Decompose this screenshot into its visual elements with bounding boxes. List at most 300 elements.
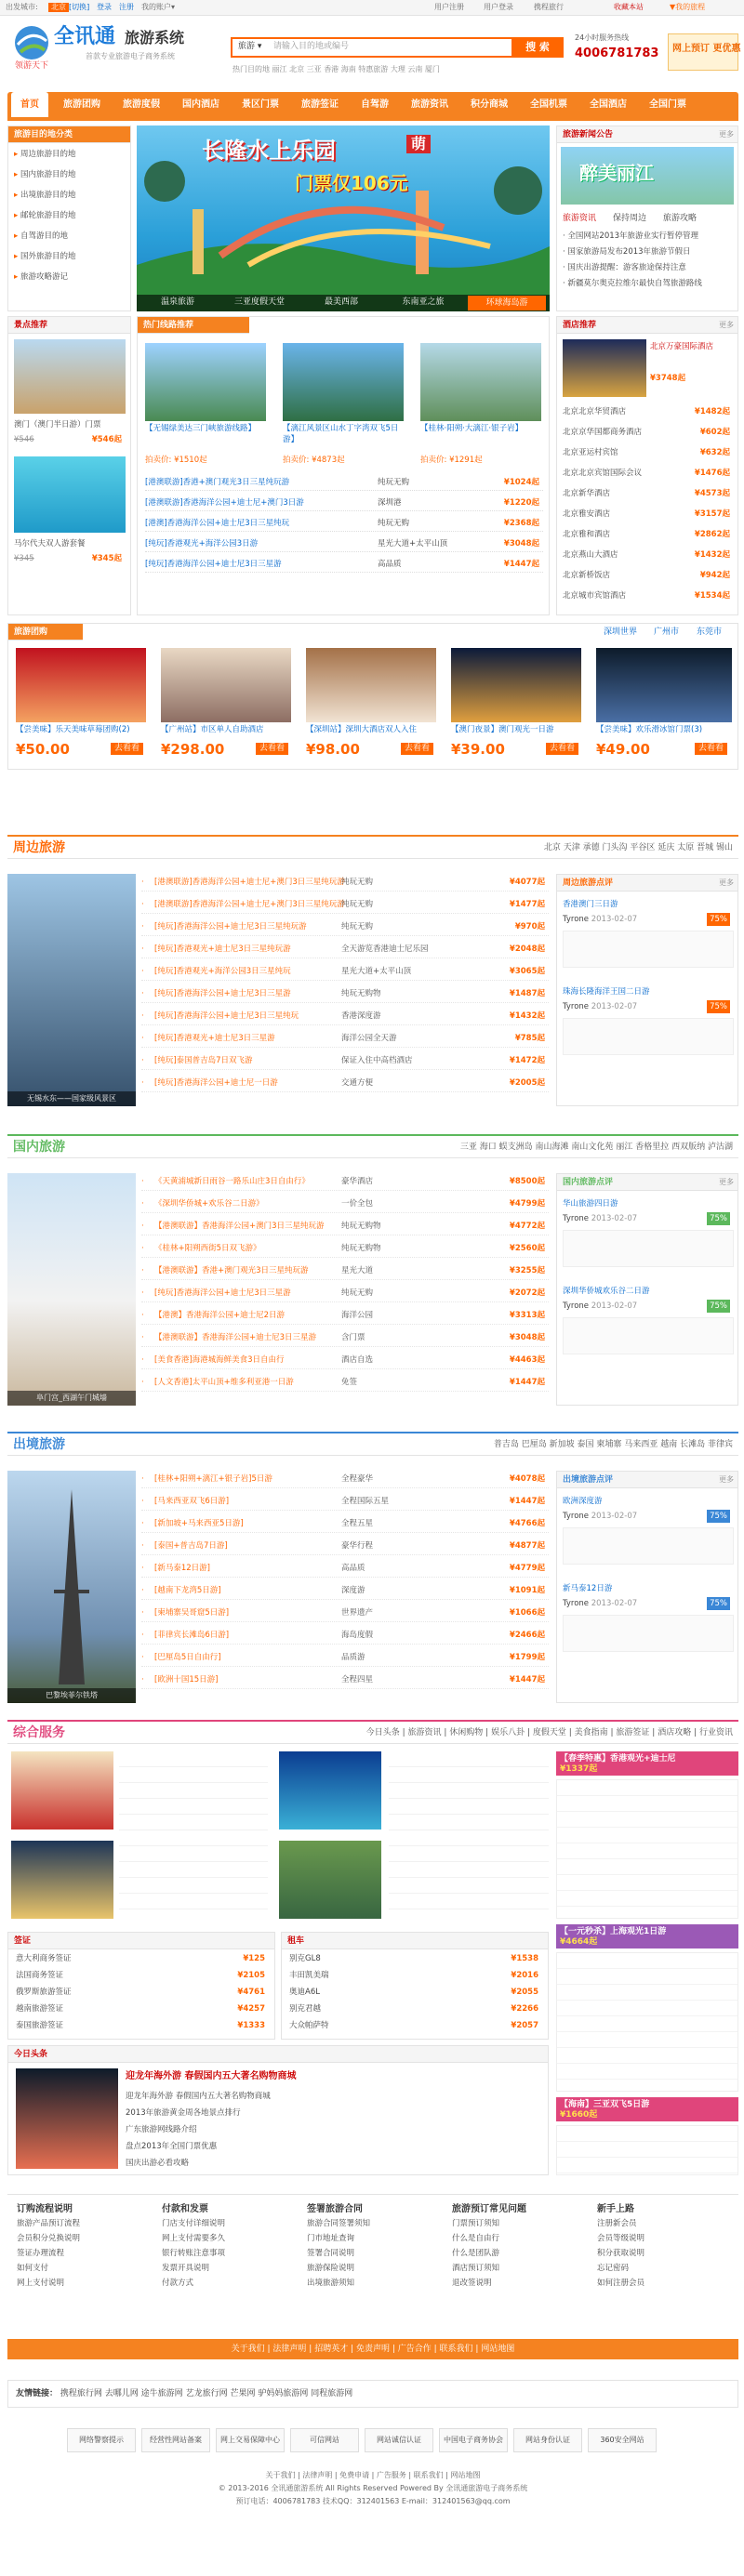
category-item[interactable]: ▸ 国内旅游目的地 [14, 170, 76, 179]
news-item[interactable]: · 新疆莫尔奥克拉维尔最快自驾旅游路线 [563, 279, 702, 288]
route-name[interactable]: 【无锡绿美达三门峡旅游线路】 [145, 424, 257, 433]
help-link[interactable]: 会员等级说明 [597, 2233, 645, 2243]
banner-tab[interactable]: 三亚度假天堂 [233, 297, 285, 307]
group-go-button[interactable]: 去看看 [401, 743, 433, 755]
city-link[interactable]: 晋城 [697, 843, 714, 852]
visa-item[interactable]: 法国商务签证 ¥2105 [16, 1971, 265, 1980]
nav-item[interactable]: 旅游资讯 [411, 99, 448, 110]
service-tab[interactable]: 旅游签证 [616, 1728, 650, 1737]
help-link[interactable]: 付款方式 [162, 2278, 194, 2288]
route-list-item[interactable]: [纯玩]香港观光+海洋公园3日游 星光大道+太平山顶 ¥3048起 [145, 536, 543, 552]
help-link[interactable]: 银行转账注意事项 [162, 2248, 226, 2258]
main-nav [7, 92, 738, 117]
top-link-2[interactable]: 用户登录 [484, 3, 513, 11]
city-link[interactable]: 蜈支洲岛 [498, 1143, 533, 1152]
route-row[interactable]: · [美食香港]海港城海鲜美食3日自由行 酒店自选 ¥4463起 [141, 1352, 549, 1369]
route-list-item[interactable]: [港澳]香港海洋公园+迪士尼3日三星纯玩 纯玩无购 ¥2368起 [145, 516, 543, 532]
nav-home[interactable]: 首页 [11, 92, 48, 117]
promo-banner[interactable]: 【海南】三亚双飞5日游 ¥1660起 [556, 2097, 738, 2121]
group-price: ¥39.00 [451, 741, 505, 758]
group-city-tab[interactable]: 东莞市 [697, 627, 723, 637]
help-link[interactable]: 签署合同说明 [307, 2248, 355, 2258]
hotel-item[interactable]: 北京亚运村宾馆 ¥632起 [563, 448, 730, 457]
banner-tabs [137, 295, 550, 311]
city-link[interactable]: 新加坡 [549, 1440, 575, 1449]
nav-item[interactable]: 积分商城 [471, 99, 508, 110]
route-row[interactable]: · 【港澳联游】香港海洋公园+迪士尼3日三星游 含门票 ¥3048起 [141, 1329, 549, 1347]
site-logo[interactable] [13, 20, 229, 72]
route-row[interactable]: · [纯玩]香港海洋公园+迪士尼3日三星纯玩游 纯玩无购 ¥970起 [141, 918, 549, 936]
route-row[interactable]: · [菲律宾长滩岛6日游] 海岛度假 ¥2466起 [141, 1627, 549, 1645]
section-title: 综合服务 [13, 1725, 65, 1740]
city-link[interactable]: 西双版纳 [671, 1143, 706, 1152]
hotel-item[interactable]: 北京北京华贸酒店 ¥1482起 [563, 407, 730, 416]
today-item[interactable]: 广东旅游网线路介绍 [126, 2125, 197, 2134]
service-tab[interactable]: 娱乐八卦 [491, 1728, 525, 1737]
nav-item[interactable]: 自驾游 [361, 99, 389, 110]
visa-title: 签证 [8, 1933, 274, 1949]
group-photo[interactable] [16, 648, 146, 722]
route-row[interactable]: · [柬埔寨吴哥窟5日游] 世界遗产 ¥1066起 [141, 1605, 549, 1622]
promo-text: 网上预订 更优惠 [672, 44, 741, 54]
news-item[interactable]: · 国庆出游提醒：游客旅途保持注意 [563, 263, 686, 272]
city-link[interactable]: 香格里拉 [635, 1143, 670, 1152]
category-item[interactable]: ▸ 邮轮旅游目的地 [14, 211, 76, 220]
help-link[interactable]: 门市地址查询 [307, 2233, 355, 2243]
top-link-3[interactable]: 携程旅行 [534, 3, 564, 11]
help-link[interactable]: 旅游保险说明 [307, 2263, 355, 2273]
section-title: 周边旅游 [13, 840, 65, 855]
review-topic[interactable]: 珠海长隆海洋王国二日游 [563, 987, 650, 997]
service-tab[interactable]: 今日头条 [365, 1728, 400, 1737]
route-row[interactable]: · [桂林+阳朔+漓江+银子岩]5日游 全程豪华 ¥4078起 [141, 1471, 549, 1488]
group-name[interactable]: 【澳门夜景】澳门观光一日游 [451, 725, 554, 734]
eiffel-tower-illustration [7, 1471, 136, 1703]
city-label: 出发城市: [6, 3, 38, 11]
route-row[interactable]: · [港澳联游]香港海洋公园+迪士尼+澳门3日三星纯玩游 纯玩无购 ¥1477起 [141, 896, 549, 914]
visa-item[interactable]: 意大利商务签证 ¥125 [16, 1954, 265, 1963]
visa-item[interactable]: 泰国旅游签证 ¥1333 [16, 2021, 265, 2030]
trust-badge[interactable]: 中国电子商务协会 [439, 2428, 508, 2452]
city-link[interactable]: 三亚 [459, 1143, 477, 1152]
trust-badge[interactable]: 经营性网站备案 [141, 2428, 210, 2452]
route-row[interactable]: · [新加坡+马来西亚5日游] 全程五星 ¥4766起 [141, 1515, 549, 1533]
route-row[interactable]: · [港澳联游]香港海洋公园+迪士尼+澳门3日三星纯玩游 纯玩无购 ¥4077起 [141, 874, 549, 892]
group-city-tab[interactable]: 广州市 [654, 627, 680, 637]
hot-keyword[interactable]: 海南 [340, 65, 356, 73]
help-link[interactable]: 出境旅游须知 [307, 2278, 355, 2288]
hotel-top-name[interactable]: 北京万豪国际酒店 [650, 342, 714, 351]
car-item[interactable]: 大众帕萨特 ¥2057 [289, 2021, 538, 2030]
bottom-nav-link[interactable]: 网站地图 [481, 2345, 515, 2354]
copyright [7, 2469, 738, 2508]
car-item[interactable]: 别克GL8 ¥1538 [289, 1954, 538, 1963]
spot-photo[interactable] [14, 339, 126, 414]
route-photo[interactable] [283, 343, 404, 421]
zonghe-header [7, 1720, 738, 1744]
help-link[interactable]: 旅游产品预订流程 [17, 2218, 81, 2228]
friend-link[interactable]: 途牛旅游网 [140, 2389, 183, 2398]
hot-keywords [232, 65, 440, 74]
service-photo[interactable] [11, 1841, 113, 1919]
spot-name[interactable]: 马尔代夫双人游套餐 [14, 539, 86, 548]
city-link[interactable]: 普吉岛 [493, 1440, 519, 1449]
bottom-nav-link[interactable]: 招聘英才 [314, 2345, 349, 2354]
group-photo[interactable] [596, 648, 732, 722]
group-city-tab[interactable]: 深圳世界 [604, 627, 638, 637]
promo-list[interactable] [556, 1952, 738, 2092]
help-link[interactable]: 忘记密码 [597, 2263, 630, 2273]
route-photo[interactable] [145, 343, 266, 421]
help-link[interactable]: 如何支付 [17, 2263, 49, 2273]
friend-link[interactable]: 艺龙旅行网 [185, 2389, 228, 2398]
service-tab[interactable]: 行业资讯 [698, 1728, 733, 1737]
hotel-item[interactable]: 北京雅和酒店 ¥2862起 [563, 530, 730, 539]
my-trip-link[interactable]: ▼我的旅程 [670, 3, 706, 11]
favorite-link[interactable]: 收藏本站 [614, 3, 644, 11]
route-row[interactable]: · [欧洲十国15日游] 全程四星 ¥1447起 [141, 1671, 549, 1689]
city-link[interactable]: 平谷区 [630, 843, 656, 852]
search-type-select[interactable]: 旅游 ▾ [238, 42, 262, 51]
service-photo[interactable] [11, 1751, 113, 1830]
news-item[interactable]: · 全国网站2013年旅游业实行暂停管理 [563, 231, 699, 241]
help-link[interactable]: 会员积分兑换说明 [17, 2233, 81, 2243]
route-row[interactable]: · 《天黄浦城新日雨谷一路乐山庄3日自由行》 豪华酒店 ¥8500起 [141, 1173, 549, 1191]
copyright-line: 预订电话：4006781783 技术QQ：312401563 E-mail：312401563@qq.com [235, 2497, 511, 2505]
banner-tab[interactable]: 东南亚之旅 [402, 297, 445, 307]
group-go-button[interactable]: 去看看 [111, 743, 143, 755]
zonghe-tabs: 今日头条 | 旅游资讯 | 休闲购物 | 娱乐八卦 | 度假天堂 | 美食指南 | 旅游签证 | 酒店攻略 | 行业资讯 [365, 1728, 733, 1737]
review-more-link[interactable]: 更多 [719, 1178, 734, 1186]
news-banner-text: 醉美丽江 [579, 162, 654, 184]
city-select[interactable]: 北京 [48, 3, 69, 12]
hotel-item[interactable]: 北京新华酒店 ¥4573起 [563, 489, 730, 498]
category-title: 旅游目的地分类 [8, 126, 130, 143]
city-link[interactable]: 门头沟 [602, 843, 628, 852]
hot-keyword[interactable]: 香港 [324, 65, 339, 73]
bottom-nav-link[interactable]: 法律声明 [272, 2345, 307, 2354]
trust-badge[interactable]: 360安全网站 [588, 2428, 657, 2452]
group-go-button[interactable]: 去看看 [695, 743, 727, 755]
city-link[interactable]: 北京 [543, 843, 561, 852]
logo-slogan: 首款专业旅游电子商务系统 [86, 52, 175, 60]
promo-banner[interactable]: 【一元秒杀】上海观光1日游 ¥4664起 [556, 1924, 738, 1949]
help-column [162, 2204, 292, 2291]
service-tab[interactable]: 美食指南 [574, 1728, 608, 1737]
group-price: ¥50.00 [16, 741, 70, 758]
promo-list[interactable] [556, 2125, 738, 2175]
zhoubian-list [141, 874, 549, 1106]
help-link[interactable]: 注册新会员 [597, 2218, 637, 2228]
chujing-reviews [556, 1471, 738, 1703]
hot-keyword[interactable]: 丽江 [272, 65, 287, 73]
nav-item[interactable]: 景区门票 [242, 99, 279, 110]
news-banner[interactable] [561, 147, 734, 205]
city-links [460, 1143, 733, 1153]
help-link[interactable]: 旅游合同签署须知 [307, 2218, 371, 2228]
main-banner[interactable] [137, 125, 550, 311]
route-row[interactable]: · [人文香港]太平山顶+维多利亚港一日游 免签 ¥1447起 [141, 1374, 549, 1392]
help-link[interactable]: 退改签说明 [452, 2278, 492, 2288]
news-tab[interactable]: 保持周边 [613, 214, 647, 223]
city-link[interactable]: 海口 [479, 1143, 497, 1152]
hot-keyword[interactable]: 厦门 [424, 65, 440, 73]
hot-keyword[interactable]: 特惠旅游 [358, 65, 389, 73]
route-row[interactable]: · [马来西亚双飞6日游] 全程国际五星 ¥1447起 [141, 1493, 549, 1511]
visa-item[interactable]: 俄罗斯旅游签证 ¥4761 [16, 1988, 265, 1997]
nav-item[interactable]: 全国酒店 [590, 99, 627, 110]
help-link[interactable]: 网上支付需要多久 [162, 2233, 226, 2243]
group-name[interactable]: 【深圳站】深圳大酒店双人入住 [306, 725, 418, 734]
help-link[interactable]: 积分获取说明 [597, 2248, 645, 2258]
city-link[interactable]: 太原 [677, 843, 695, 852]
register-link[interactable]: 注册 [119, 3, 134, 11]
review-topic[interactable]: 新马泰12日游 [563, 1584, 613, 1593]
hotel-item[interactable]: 北京燕山大酒店 ¥1432起 [563, 550, 730, 560]
spot-title: 景点推荐 [8, 317, 130, 334]
group-photo[interactable] [306, 648, 436, 722]
route-price: 拍卖价: ¥1291起 [420, 456, 483, 465]
route-list-item[interactable]: [纯玩]香港海洋公园+迪士尼3日三星游 高品质 ¥1447起 [145, 557, 543, 573]
route-price: 拍卖价: ¥4873起 [283, 456, 345, 465]
city-link[interactable]: 延庆 [658, 843, 675, 852]
hotline-number: 4006781783 [575, 46, 659, 60]
city-link[interactable]: 越南 [660, 1440, 678, 1449]
hot-keyword[interactable]: 三亚 [306, 65, 322, 73]
photo-caption: 阜门宫_西湖午门城墙 [7, 1391, 136, 1406]
route-row[interactable]: · 【港澳联游】香港海洋公园+澳门3日三星纯玩游 纯玩无购物 ¥4772起 [141, 1218, 549, 1235]
service-tab[interactable]: 度假天堂 [532, 1728, 566, 1737]
spot-price-row: ¥546 ¥546起 [14, 435, 122, 444]
route-row[interactable]: · [纯玩]香港观光+迪士尼3日三星游 海洋公园全天游 ¥785起 [141, 1030, 549, 1048]
category-item[interactable]: ▸ 旅游攻略游记 [14, 272, 68, 282]
review-more-link[interactable]: 更多 [719, 878, 734, 887]
help-link[interactable]: 网上支付说明 [17, 2278, 65, 2288]
group-buy-title: 旅游团购 [8, 624, 83, 641]
review-topic[interactable]: 华山旅游四日游 [563, 1199, 618, 1209]
banner-tab[interactable]: 最美西部 [324, 297, 358, 307]
city-link[interactable]: 丽江 [616, 1143, 633, 1152]
trust-badge[interactable]: 网站诚信认证 [365, 2428, 433, 2452]
city-link[interactable]: 巴厘岛 [521, 1440, 547, 1449]
city-link[interactable]: 南山文化苑 [571, 1143, 614, 1152]
city-link[interactable]: 锡山 [715, 843, 733, 852]
visa-item[interactable]: 越南旅游签证 ¥4257 [16, 2004, 265, 2014]
service-news-list[interactable] [389, 1751, 549, 1919]
nav-item[interactable]: 国内酒店 [182, 99, 219, 110]
route-row[interactable]: · [越南下龙湾5日游] 深度游 ¥1091起 [141, 1582, 549, 1600]
route-row[interactable]: · [纯玩]香港观光+迪士尼3日三星纯玩游 全天游览香港迪士尼乐园 ¥2048起 [141, 941, 549, 958]
search-input[interactable]: 请输入目的地或编号 [273, 42, 350, 51]
review-meta: Tyrone 2013-02-07 75% [563, 912, 734, 928]
city-link[interactable]: 南山海滩 [535, 1143, 569, 1152]
help-link[interactable]: 门票预订须知 [452, 2218, 500, 2228]
today-photo[interactable] [16, 2068, 118, 2169]
today-item[interactable]: 迎龙年海外游 春假国内五大著名购物商城 [126, 2092, 271, 2101]
city-link[interactable]: 长滩岛 [680, 1440, 706, 1449]
route-row[interactable]: · [新马泰12日游] 高品质 ¥4779起 [141, 1560, 549, 1578]
route-row[interactable]: · [纯玩]香港海洋公园+迪士尼3日三星游 纯玩无购物 ¥1487起 [141, 985, 549, 1003]
hot-keyword[interactable]: 云南 [407, 65, 423, 73]
chujing-photo[interactable] [7, 1471, 136, 1703]
today-headline[interactable]: 迎龙年海外游 春假国内五大著名购物商城 [126, 2071, 297, 2081]
route-row[interactable]: · [纯玩]香港观光+海洋公园3日三星纯玩 星光大道+太平山顶 ¥3065起 [141, 963, 549, 981]
city-link[interactable]: 承德 [582, 843, 600, 852]
review-meta: Tyrone 2013-02-07 75% [563, 1596, 734, 1612]
trust-badge[interactable]: 网上交易保障中心 [216, 2428, 285, 2452]
hotel-item[interactable]: 北京新桥饭店 ¥942起 [563, 571, 730, 580]
help-link[interactable]: 什么是自由行 [452, 2233, 500, 2243]
group-photo[interactable] [451, 648, 581, 722]
city-link[interactable]: 马来西亚 [624, 1440, 658, 1449]
trust-badge[interactable]: 网络警察提示 [67, 2428, 136, 2452]
promo-list[interactable] [556, 1779, 738, 1919]
route-row[interactable]: · [泰国+普吉岛7日游] 豪华行程 ¥4877起 [141, 1538, 549, 1555]
route-row[interactable]: · [纯玩]香港海洋公园+迪士尼一日游 交通方便 ¥2005起 [141, 1075, 549, 1092]
top-link-1[interactable]: 用户注册 [434, 3, 464, 11]
review-topic[interactable]: 深圳华侨城欢乐谷二日游 [563, 1287, 650, 1296]
today-item[interactable]: 2013年旅游黄金周各地景点排行 [126, 2108, 241, 2118]
help-link[interactable]: 什么是团队游 [452, 2248, 500, 2258]
review-meta: Tyrone 2013-02-07 75% [563, 1299, 734, 1314]
bottom-nav-link[interactable]: 联系我们 [439, 2345, 473, 2354]
friend-link[interactable]: 同程旅游网 [311, 2389, 353, 2398]
bottom-nav-link[interactable]: 广告合作 [397, 2345, 432, 2354]
route-list-item[interactable]: [港澳联游]香港+澳门观光3日三星纯玩游 纯玩无购 ¥1024起 [145, 475, 543, 491]
car-item[interactable]: 奥迪A6L ¥2055 [289, 1988, 538, 1997]
route-row[interactable]: · [纯玩]香港海洋公园+迪士尼3日三星游 纯玩无购 ¥2072起 [141, 1285, 549, 1302]
section-title: 出境旅游 [13, 1437, 65, 1452]
bottom-nav-link[interactable]: 免责声明 [355, 2345, 390, 2354]
city-link[interactable]: 菲律宾 [707, 1440, 733, 1449]
hot-keyword[interactable]: 北京 [289, 65, 305, 73]
spot-name[interactable]: 澳门（澳门半日游）门票 [14, 420, 101, 429]
route-row[interactable]: · 【港澳联游】香港+澳门观光3日三星纯玩游 星光大道 ¥3255起 [141, 1262, 549, 1280]
group-price: ¥98.00 [306, 741, 360, 758]
car-item[interactable]: 别克君越 ¥2266 [289, 2004, 538, 2014]
promo-banner[interactable]: 【春季特惠】香港观光+迪士尼 ¥1337起 [556, 1751, 738, 1776]
bottom-nav-link[interactable]: 关于我们 [231, 2345, 265, 2354]
spot-photo[interactable] [14, 456, 126, 533]
today-item[interactable]: 国庆出游必看攻略 [126, 2159, 190, 2168]
banner-tab[interactable]: 温泉旅游 [160, 297, 194, 307]
hot-keyword[interactable]: 热门目的地 [232, 65, 270, 73]
route-photo[interactable] [420, 343, 541, 421]
route-row[interactable]: · [巴厘岛5日自由行] 品质游 ¥1799起 [141, 1649, 549, 1667]
city-link[interactable]: 泰国 [577, 1440, 594, 1449]
trust-badge[interactable]: 可信网站 [290, 2428, 359, 2452]
group-name[interactable]: 【尝美味】乐天美味草莓团购(2) [16, 725, 130, 734]
guonei-reviews [556, 1173, 738, 1406]
review-topic[interactable]: 欧洲深度游 [563, 1497, 603, 1506]
service-news-list[interactable] [119, 1751, 268, 1919]
guonei-photo[interactable] [7, 1173, 136, 1406]
friend-link[interactable]: 携程旅行网 [60, 2389, 102, 2398]
friend-link[interactable]: 驴妈妈旅游网 [258, 2389, 309, 2398]
route-list-item[interactable]: [港澳联游]香港海洋公园+迪士尼+澳门3日游 深圳港 ¥1220起 [145, 495, 543, 511]
car-item[interactable]: 丰田凯美瑞 ¥2016 [289, 1971, 538, 1980]
category-item[interactable]: ▸ 周边旅游目的地 [14, 150, 76, 159]
banner-tab-active[interactable]: 环球海岛游 [468, 296, 546, 310]
logo-brand: 全讯通 [54, 25, 116, 48]
zhoubian-photo[interactable] [7, 874, 136, 1106]
nav-item[interactable]: 旅游团购 [63, 99, 100, 110]
hotel-item[interactable]: 北京北京宾馆国际会议 ¥1476起 [563, 469, 730, 478]
login-link[interactable]: 登录 [97, 3, 112, 11]
friend-link[interactable]: 芒果网 [230, 2389, 256, 2398]
friend-link[interactable]: 去哪儿网 [104, 2389, 139, 2398]
help-link[interactable]: 签证办理流程 [17, 2248, 65, 2258]
route-name[interactable]: 【桂林·阳朔·大漓江·银子岩】 [420, 424, 524, 433]
help-link[interactable]: 门店支付详细说明 [162, 2218, 226, 2228]
nav-item[interactable]: 全国门票 [649, 99, 686, 110]
help-link[interactable]: 酒店预订须知 [452, 2263, 500, 2273]
review-more-link[interactable]: 更多 [719, 1475, 734, 1484]
hotel-item[interactable]: 北京京华国都商务酒店 ¥602起 [563, 428, 730, 437]
copyright-line: 关于我们 | 法律声明 | 免费申请 | 广告服务 | 联系我们 | 网站地图 [265, 2471, 481, 2479]
news-item[interactable]: · 国家旅游局发布2013年旅游节假日 [563, 247, 691, 257]
news-more-link[interactable]: 更多 [719, 130, 734, 139]
route-row[interactable]: · 《深圳华侨城+欢乐谷二日游》 一价全包 ¥4799起 [141, 1196, 549, 1213]
banner-subtitle: 门票仅106元 [295, 172, 408, 194]
category-item[interactable]: ▸ 出境旅游目的地 [14, 191, 76, 200]
news-tab[interactable]: 旅游资讯 [563, 214, 597, 223]
nav-item[interactable]: 全国机票 [530, 99, 567, 110]
city-link[interactable]: 天津 [563, 843, 580, 852]
group-name[interactable]: 【广州站】市区单人自助酒店 [161, 725, 264, 734]
switch-city-link[interactable]: [切换] [69, 3, 90, 11]
help-column-title: 订购流程说明 [17, 2204, 73, 2214]
nav-item[interactable]: 旅游度假 [123, 99, 160, 110]
service-tab[interactable]: 旅游资讯 [407, 1728, 442, 1737]
help-link[interactable]: 如何注册会员 [597, 2278, 645, 2288]
group-photo[interactable] [161, 648, 291, 722]
route-name[interactable]: 【漓江风景区山水丁字湾双飞5日游】 [283, 424, 399, 444]
group-name[interactable]: 【尝美味】欢乐滑冰馆门票(3) [596, 725, 703, 734]
service-tab[interactable]: 休闲购物 [449, 1728, 484, 1737]
service-photo[interactable] [279, 1751, 381, 1830]
search-box [231, 37, 564, 58]
news-tab[interactable]: 旅游攻略 [663, 214, 698, 223]
route-row[interactable]: · [纯玩]泰国普吉岛7日双飞游 保证入住中高档酒店 ¥1472起 [141, 1052, 549, 1070]
category-item[interactable]: ▸ 国外旅游目的地 [14, 252, 76, 261]
route-row[interactable]: · 【港澳】香港海洋公园+迪士尼2日游 海洋公园 ¥3313起 [141, 1307, 549, 1325]
hotel-more-link[interactable]: 更多 [719, 321, 734, 329]
help-link[interactable]: 发票开具说明 [162, 2263, 210, 2273]
category-item[interactable]: ▸ 自驾游目的地 [14, 231, 68, 241]
today-item[interactable]: 盘点2013年全国门票优惠 [126, 2142, 218, 2151]
help-column-title: 签署旅游合同 [307, 2204, 363, 2214]
city-link[interactable]: 柬埔寨 [596, 1440, 622, 1449]
online-booking-promo[interactable] [668, 33, 741, 71]
review-topic[interactable]: 香港澳门三日游 [563, 900, 618, 909]
city-link[interactable]: 泸沽湖 [707, 1143, 733, 1152]
hotel-item[interactable]: 北京城市宾馆酒店 ¥1534起 [563, 591, 730, 601]
trust-badge[interactable]: 网站身份认证 [513, 2428, 582, 2452]
search-button[interactable]: 搜 索 [512, 37, 564, 58]
group-go-button[interactable]: 去看看 [546, 743, 578, 755]
service-tab[interactable]: 酒店攻略 [658, 1728, 692, 1737]
route-row[interactable]: · [纯玩]香港海洋公园+迪士尼3日三星纯玩 香港深度游 ¥1432起 [141, 1008, 549, 1025]
hotel-photo[interactable] [563, 339, 646, 397]
hotel-item[interactable]: 北京雅安酒店 ¥3157起 [563, 509, 730, 519]
route-row[interactable]: · 《桂林+阳朔西街5日双飞游》 纯玩无购物 ¥2560起 [141, 1240, 549, 1258]
hot-keyword[interactable]: 大理 [390, 65, 405, 73]
my-account-menu[interactable]: 我的账户▾ [141, 3, 176, 11]
service-photo[interactable] [279, 1841, 381, 1919]
nav-item[interactable]: 旅游签证 [301, 99, 339, 110]
group-go-button[interactable]: 去看看 [256, 743, 288, 755]
